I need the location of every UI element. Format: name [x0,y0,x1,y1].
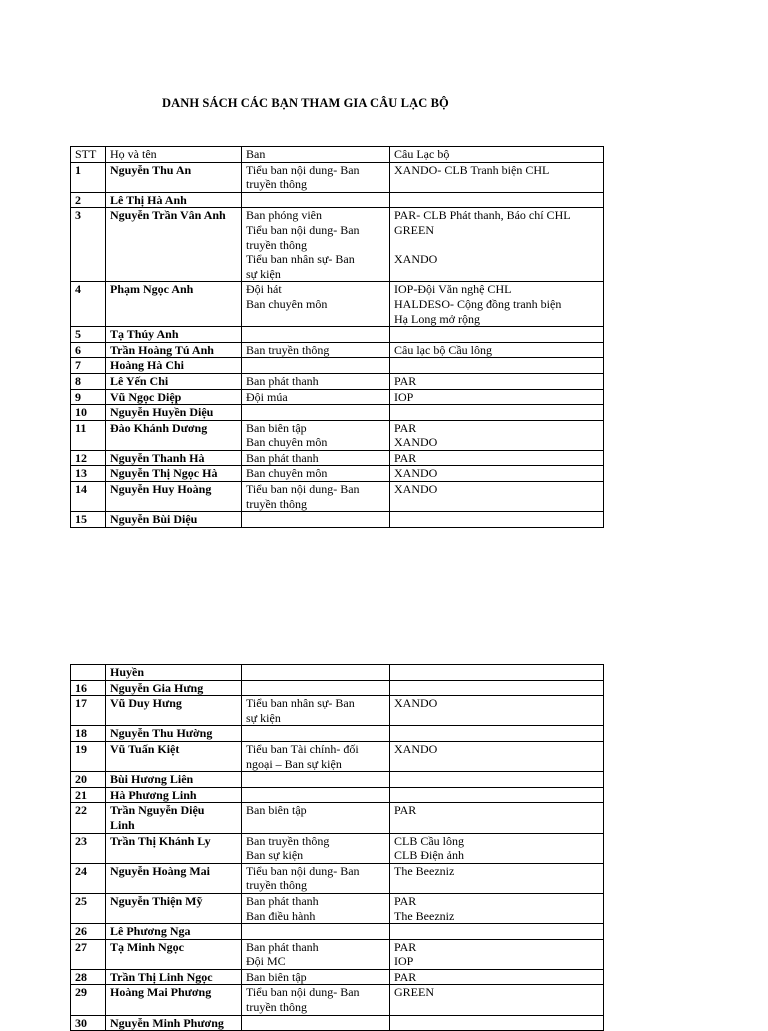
club-cell: IOP [390,389,604,405]
ban-cell [242,680,390,696]
club-cell: CLB Cầu lông CLB Điện ảnh [390,833,604,863]
name-cell: Đào Khánh Dương [106,420,242,450]
stt-cell [71,665,106,681]
club-cell: PAR The Beezniz [390,893,604,923]
table-header-row [71,147,604,163]
member-table-body [71,147,604,528]
ban-cell: Tiểu ban nhân sự- Ban sự kiện [242,696,390,726]
ban-cell: Đội hát Ban chuyên môn [242,282,390,327]
stt-cell: 4 [71,282,106,327]
name-cell: Trần Thị Khánh Ly [106,833,242,863]
header-stt: STT [71,147,106,163]
name-cell: Tạ Minh Ngọc [106,939,242,969]
name-cell: Hà Phương Linh [106,787,242,803]
club-cell: Câu lạc bộ Cầu lông [390,342,604,358]
club-cell: XANDO [390,696,604,726]
table-row [71,162,604,192]
club-cell: XANDO [390,482,604,512]
stt-cell: 7 [71,358,106,374]
name-cell: Trần Hoàng Tú Anh [106,342,242,358]
table-row [71,389,604,405]
name-cell: Nguyễn Thu An [106,162,242,192]
name-cell: Trần Thị Linh Ngọc [106,969,242,985]
document-title: DANH SÁCH CÁC BẠN THAM GIA CÂU LẠC BỘ [162,96,449,110]
name-cell: Nguyễn Thu Hường [106,726,242,742]
ban-cell [242,924,390,940]
club-cell: GREEN [390,985,604,1015]
club-cell [390,192,604,208]
club-cell [390,1015,604,1031]
name-cell: Phạm Ngọc Anh [106,282,242,327]
ban-cell [242,726,390,742]
club-cell [390,327,604,343]
name-cell: Hoàng Hà Chi [106,358,242,374]
name-cell: Nguyễn Trần Vân Anh [106,208,242,282]
name-cell: Nguyễn Minh Phương [106,1015,242,1031]
stt-cell: 21 [71,787,106,803]
club-cell [390,512,604,528]
club-cell [390,772,604,788]
stt-cell: 25 [71,893,106,923]
stt-cell: 28 [71,969,106,985]
ban-cell [242,512,390,528]
table-row [71,863,604,893]
table-row [71,373,604,389]
stt-cell: 15 [71,512,106,528]
ban-cell [242,327,390,343]
ban-cell: Tiểu ban nội dung- Ban truyền thông [242,985,390,1015]
name-cell: Nguyễn Bùi Diệu [106,512,242,528]
ban-cell: Tiểu ban nội dung- Ban truyền thông [242,863,390,893]
ban-cell [242,1015,390,1031]
table-row [71,833,604,863]
table-row [71,420,604,450]
name-cell: Hoàng Mai Phương [106,985,242,1015]
name-cell: Nguyễn Gia Hưng [106,680,242,696]
name-cell: Vũ Duy Hưng [106,696,242,726]
stt-cell: 20 [71,772,106,788]
ban-cell: Ban phóng viên Tiểu ban nội dung- Ban truyền thông Tiểu ban nhân sự- Ban sự kiện [242,208,390,282]
club-cell: PAR [390,803,604,833]
table-row [71,482,604,512]
ban-cell [242,787,390,803]
name-cell: Lê Yến Chi [106,373,242,389]
club-cell: XANDO- CLB Tranh biện CHL [390,162,604,192]
stt-cell: 17 [71,696,106,726]
name-cell: Trần Nguyễn Diệu Linh [106,803,242,833]
name-cell: Nguyễn Thị Ngọc Hà [106,466,242,482]
stt-cell: 13 [71,466,106,482]
table-row [71,893,604,923]
ban-cell [242,665,390,681]
club-cell [390,787,604,803]
club-cell: PAR [390,450,604,466]
stt-cell: 5 [71,327,106,343]
table-row [71,741,604,771]
ban-cell [242,358,390,374]
stt-cell: 14 [71,482,106,512]
stt-cell: 18 [71,726,106,742]
club-cell [390,665,604,681]
ban-cell: Ban biên tập [242,969,390,985]
member-table-page-2 [70,664,604,1031]
ban-cell: Ban truyền thông [242,342,390,358]
ban-cell: Ban phát thanh Đội MC [242,939,390,969]
table-row [71,969,604,985]
club-cell [390,405,604,421]
table-row [71,985,604,1015]
club-cell: PAR IOP [390,939,604,969]
ban-cell: Ban truyền thông Ban sự kiện [242,833,390,863]
stt-cell: 3 [71,208,106,282]
club-cell: XANDO [390,741,604,771]
ban-cell: Tiểu ban nội dung- Ban truyền thông [242,162,390,192]
stt-cell: 29 [71,985,106,1015]
table-row [71,696,604,726]
table-row [71,512,604,528]
ban-cell [242,772,390,788]
ban-cell: Ban biên tập Ban chuyên môn [242,420,390,450]
name-cell: Lê Phương Nga [106,924,242,940]
stt-cell: 12 [71,450,106,466]
table-row [71,405,604,421]
table-row [71,282,604,327]
header-ban: Ban [242,147,390,163]
name-cell: Lê Thị Hà Anh [106,192,242,208]
club-cell: XANDO [390,466,604,482]
club-cell [390,680,604,696]
table-row [71,192,604,208]
name-cell: Nguyễn Thanh Hà [106,450,242,466]
name-cell: Nguyễn Huyền Diệu [106,405,242,421]
ban-cell [242,192,390,208]
table-row [71,787,604,803]
ban-cell: Ban phát thanh Ban điều hành [242,893,390,923]
club-cell [390,358,604,374]
stt-cell: 16 [71,680,106,696]
club-cell: PAR XANDO [390,420,604,450]
header-club: Câu Lạc bộ [390,147,604,163]
table-row [71,803,604,833]
stt-cell: 22 [71,803,106,833]
ban-cell [242,405,390,421]
stt-cell: 30 [71,1015,106,1031]
name-cell: Nguyễn Huy Hoàng [106,482,242,512]
stt-cell: 26 [71,924,106,940]
ban-cell: Tiểu ban nội dung- Ban truyền thông [242,482,390,512]
club-cell: PAR [390,373,604,389]
table-row [71,358,604,374]
ban-cell: Đội múa [242,389,390,405]
stt-cell: 10 [71,405,106,421]
stt-cell: 27 [71,939,106,969]
table-row [71,208,604,282]
club-cell [390,726,604,742]
stt-cell: 1 [71,162,106,192]
club-cell: PAR [390,969,604,985]
stt-cell: 6 [71,342,106,358]
table-row [71,466,604,482]
club-cell [390,924,604,940]
table-row [71,342,604,358]
table-row [71,1015,604,1031]
stt-cell: 23 [71,833,106,863]
name-cell: Nguyễn Thiện Mỹ [106,893,242,923]
name-cell: Vũ Ngọc Diệp [106,389,242,405]
name-cell: Bùi Hương Liên [106,772,242,788]
stt-cell: 9 [71,389,106,405]
name-cell: Vũ Tuấn Kiệt [106,741,242,771]
club-cell: PAR- CLB Phát thanh, Báo chí CHL GREEN XANDO [390,208,604,282]
member-table-page-1 [70,146,604,528]
stt-cell: 2 [71,192,106,208]
table-row [71,680,604,696]
ban-cell: Ban chuyên môn [242,466,390,482]
stt-cell: 24 [71,863,106,893]
ban-cell: Ban biên tập [242,803,390,833]
table-row [71,772,604,788]
table-row [71,450,604,466]
stt-cell: 19 [71,741,106,771]
ban-cell: Ban phát thanh [242,450,390,466]
stt-cell: 8 [71,373,106,389]
name-cell: Huyền [106,665,242,681]
ban-cell: Tiểu ban Tài chính- đối ngoại – Ban sự kiện [242,741,390,771]
stt-cell: 11 [71,420,106,450]
club-cell: The Beezniz [390,863,604,893]
table-row [71,327,604,343]
name-cell: Nguyễn Hoàng Mai [106,863,242,893]
table-row [71,939,604,969]
table-row [71,924,604,940]
header-name: Họ và tên [106,147,242,163]
ban-cell: Ban phát thanh [242,373,390,389]
member-table-body [71,665,604,1031]
table-row [71,726,604,742]
table-row [71,665,604,681]
name-cell: Tạ Thúy Anh [106,327,242,343]
club-cell: IOP-Đội Văn nghệ CHL HALDESO- Cộng đồng tranh biện Hạ Long mở rộng [390,282,604,327]
